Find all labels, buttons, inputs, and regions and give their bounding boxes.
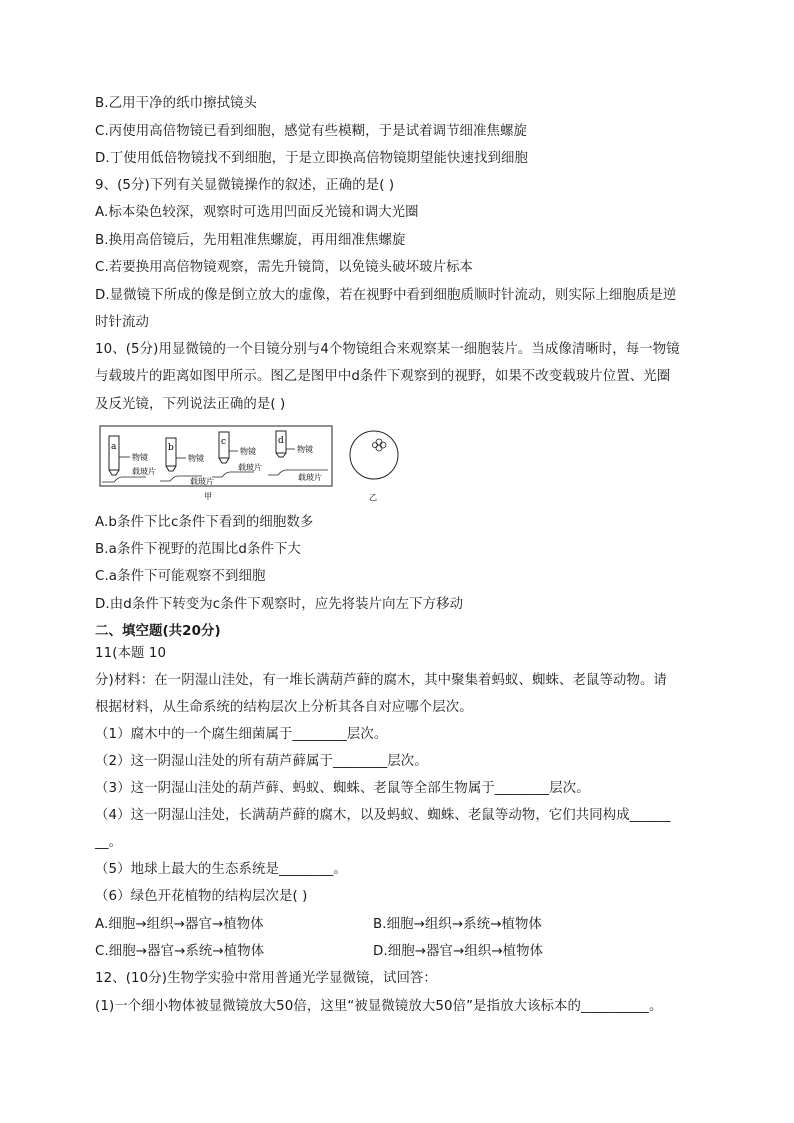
- objective-label-a: 物镜: [132, 453, 148, 462]
- q11-sub6: （6）绿色开花植物的结构层次是( ): [95, 889, 308, 904]
- lens-letter-b: b: [168, 443, 174, 453]
- lens-letter-a: a: [111, 442, 117, 452]
- q11-material-line1: 分)材料：在一阴湿山洼处，有一堆长满葫芦藓的腐木，其中聚集着蚂蚁、蜘蛛、老鼠等动物。请: [95, 673, 667, 688]
- q8-option-b: B.乙用干净的纸巾擦拭镜头: [95, 96, 258, 111]
- q12-sub1: (1)一个细小物体被显微镜放大50倍，这里“被显微镜放大50倍”是指放大该标本的__________。: [95, 999, 663, 1014]
- q11-sub5: （5）地球上最大的生态系统是________。: [95, 862, 347, 877]
- q9-option-b: B.换用高倍镜后，先用粗准焦螺旋，再用细准焦螺旋: [95, 233, 406, 248]
- q10-option-d: D.由d条件下转变为c条件下观察时，应先将装片向左下方移动: [95, 597, 464, 612]
- q10-option-b: B.a条件下视野的范围比d条件下大: [95, 542, 301, 557]
- objective-b: [160, 438, 214, 486]
- q9-option-d-line1: D.显微镜下所成的像是倒立放大的虚像，若在视野中看到细胞质顺时针流动，则实际上细胞质是逆: [95, 288, 677, 303]
- q10-option-c: C.a条件下可能观察不到细胞: [95, 569, 266, 584]
- q11-sub2: （2）这一阴湿山洼处的所有葫芦藓属于________层次。: [95, 754, 428, 769]
- q11-number: 11(本题 10: [95, 646, 167, 661]
- q11-sub6-option-c: C.细胞→器官→系统→植物体: [95, 944, 265, 959]
- q10-stem-line2: 与载玻片的距离如图甲所示。图乙是图甲中d条件下观察到的视野，如果不改变载玻片位置、光圈: [95, 369, 671, 384]
- q11-sub4-line2: __。: [95, 835, 123, 850]
- slide-label-d: 载玻片: [298, 473, 322, 482]
- q9-stem: 9、(5分)下列有关显微镜操作的叙述，正确的是( ): [95, 178, 395, 193]
- objective-label-d: 物镜: [297, 445, 313, 454]
- slide-label-a: 载玻片: [132, 467, 156, 476]
- q11-sub3: （3）这一阴湿山洼处的葫芦藓、蚂蚁、蜘蛛、老鼠等全部生物属于________层次。: [95, 781, 590, 796]
- q10-stem-line3: 及反光镜，下列说法正确的是( ): [95, 397, 286, 412]
- figure-svg: [98, 422, 418, 504]
- lens-letter-d: d: [278, 436, 284, 446]
- q11-sub6-option-b: B.细胞→组织→系统→植物体: [373, 917, 543, 932]
- q8-option-c: C.丙使用高倍物镜已看到细胞，感觉有些模糊，于是试着调节细准焦螺旋: [95, 124, 528, 139]
- q11-sub6-option-a: A.细胞→组织→器官→植物体: [95, 917, 264, 932]
- q10-stem-line1: 10、(5分)用显微镜的一个目镜分别与4个物镜组合来观察某一细胞装片。当成像清晰时，每一物镜: [95, 342, 680, 357]
- q9-option-c: C.若要换用高倍物镜观察，需先升镜筒，以免镜头破坏玻片标本: [95, 260, 474, 275]
- q11-material-line2: 根据材料，从生命系统的结构层次上分析其各自对应哪个层次。: [95, 700, 473, 715]
- objective-c: [212, 432, 262, 477]
- q8-option-d: D.丁使用低倍物镜找不到细胞，于是立即换高倍物镜期望能快速找到细胞: [95, 151, 528, 166]
- field-of-view-yi: [350, 431, 398, 502]
- objective-label-b: 物镜: [188, 454, 204, 463]
- caption-yi: 乙: [369, 493, 377, 502]
- q11-sub6-option-d: D.细胞→器官→组织→植物体: [373, 944, 544, 959]
- q11-sub4-line1: （4）这一阴湿山洼处，长满葫芦藓的腐木，以及蚂蚁、蜘蛛、老鼠等动物，它们共同构成______: [95, 808, 671, 823]
- q9-option-d-line2: 时针流动: [95, 315, 149, 330]
- q11-sub1: （1）腐木中的一个腐生细菌属于________层次。: [95, 727, 388, 742]
- microscope-figure: [98, 422, 418, 504]
- objective-a: [102, 436, 156, 482]
- q9-option-a: A.标本染色较深，观察时可选用凹面反光镜和调大光圈: [95, 205, 419, 220]
- q12-stem: 12、(10分)生物学实验中常用普通光学显微镜，试回答：: [95, 971, 437, 986]
- q10-option-a: A.b条件下比c条件下看到的细胞数多: [95, 515, 314, 530]
- objective-label-c: 物镜: [240, 447, 256, 456]
- section-fill-in-heading: 二、填空题(共20分): [95, 624, 221, 639]
- slide-label-b: 载玻片: [190, 477, 214, 486]
- lens-letter-c: c: [221, 437, 227, 447]
- slide-label-c: 载玻片: [238, 463, 262, 472]
- objective-d: [268, 431, 328, 482]
- caption-jia: 甲: [204, 492, 212, 501]
